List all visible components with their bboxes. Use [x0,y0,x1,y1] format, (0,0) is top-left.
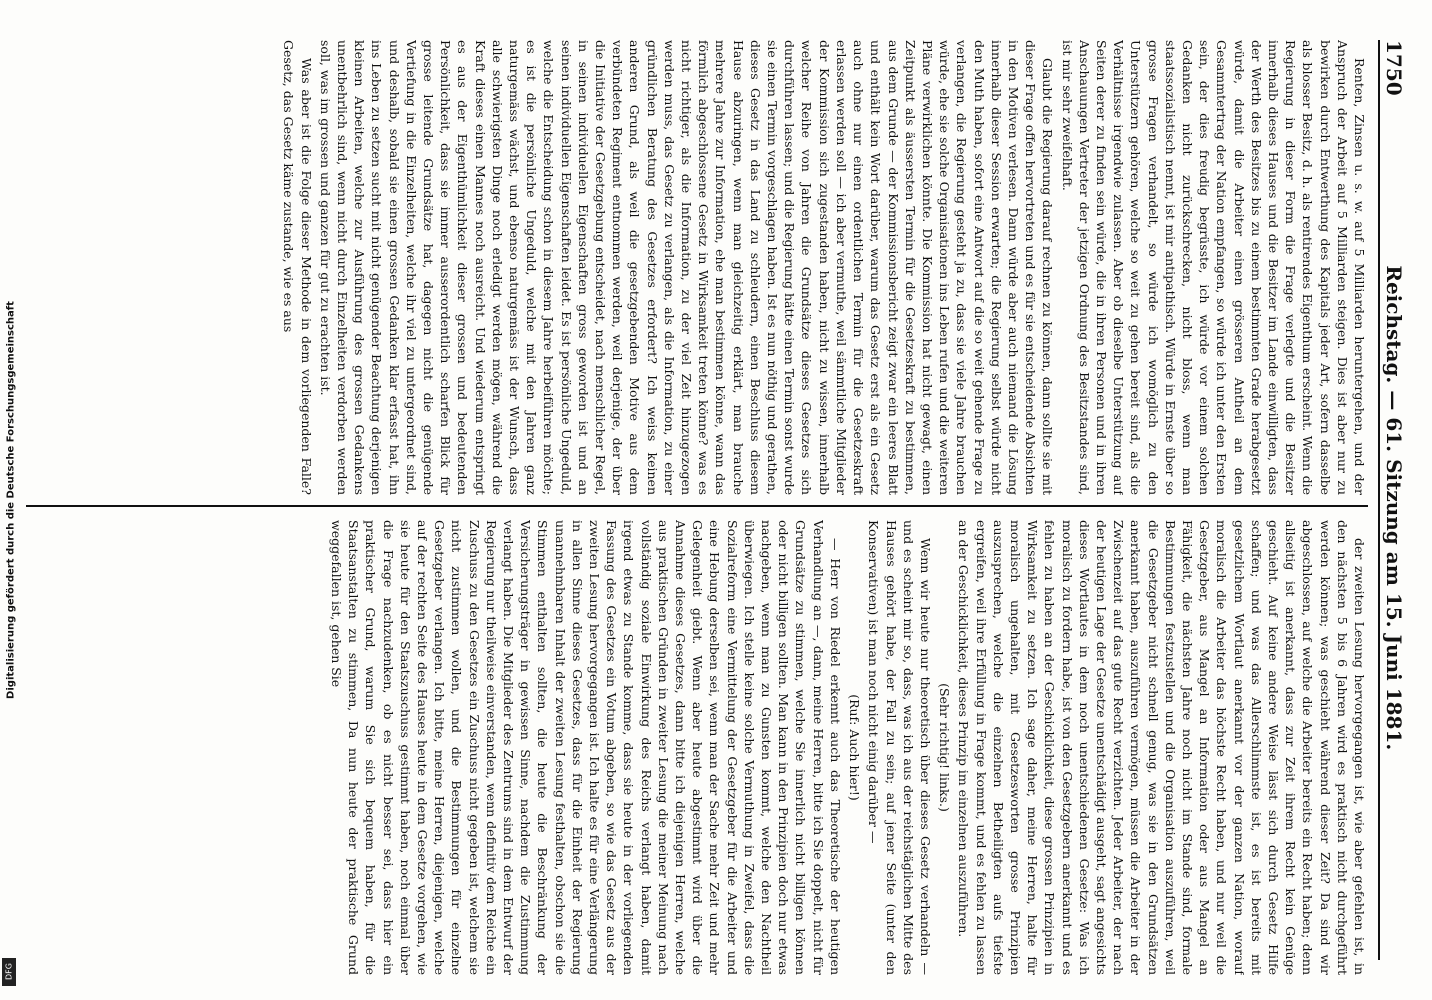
paragraph: Glaubt die Regierung darauf rechnen zu können, dann sollte sie mit dieser Frage offen hervortreten und es für sie entscheidende Absichten in den Motiven verlesen. Dann würde aber auch niemand die Lösung innerhalb dieser Session erwarten; die Regierung selbst würde nicht den Muth haben, sofort eine Antwort auf die so weit gehende Frage zu verlangen, die Regierung gesteht ja zu, dass sie viele Jahre brauchen würde, ehe sie solche Organisationen ins Leben rufen und die weiteren Pläne verwirklichen könnte. Die Kommission hat nicht gewagt, einen Zeitpunkt als äussersten Termin für die Gesetzeskraft zu bestimmen, aus dem Grunde — der Kommissionsbericht zeigt zwar ein leeres Blatt und enthält kein Wort darüber, warum das Gesetz erst als ein Gesetz auch ohne nur einen ordentlichen Termin für die Gesetzeskraft erlassen werden soll — ich aber vermuthe, weil sämmtliche Mitglieder der Kommission sich zugestanden haben, nicht zu wissen, innerhalb welcher Reihe von Jahren die Grundsätze dieses Gesetzes sich durchführen lassen; und die Regierung hätte einen Termin sonst wurde sie einen Termin vorgeschlagen haben. Ist es nun nöthig und gerathen, dieses Gesetz in das Land zu schleudern, einen Beschluss diesem Hause abzuringen, wenn man gleichzeitig erklärt, man brauche mehrere Jahre zur Information, ehe man bestimmen könne, wann das förmlich abgeschlossene Gesetz in Wirksamkeit treten könne? was es nicht richtiger, als die Information, zu der viel Zeit hinzugezogen werden muss, das Gesetz zu verlangen, als die Information, zu einer gründlichen Beratung des Gesetzes erfordert? Ich weiss keinen anderen Grund, als weil die gesetzgebenden Motive aus dem verbündeten Regiment entnommen werden, weil derjenige, der über die Initiative der Gesetzgebung entscheidet, nach menschlicher Regel, in seinen individuellen Eigenschaften gross geworden ist und an seinen individuellen Eigenschaften leidet. Es ist persönliche Ungeduld, welche die Entscheidung schon in diesem Jahre herbeiführen möchte; es ist die persönliche Ungeduld, welche mit den Jahren ganz naturgemäss wächst, und ebenso naturgemäss ist der Wunsch, dass alle schwierigsten Dinge noch erledigt werden mögen, während die Kraft dieses einen Mannes noch ausreicht. Und wiederum entspringt es aus der Eigenthümlichkeit dieser grossen und bedeutenden Persönlichkeit, dass sie immer ausserordentlich scharfen Blick für grosse leitende Grundsätze hat, dagegen nicht die genügende Vertiefung in die Einzelheiten, welche ihr viel zu untergeordnet sind, und deshalb, sobald sie einen grossen Gedanken klar erfasst hat, ihn ins Leben zu setzen sucht mit nicht genügender Beachtung derjenigen kleinen Arbeiten, welche zur Ausführung des grossen Gedankens unentbehrlich sind, wenn nicht durch Einzelheiten verdorben werden soll, was im grossen und ganzen für gut zu erachten ist. [317,40,1056,495]
right-column [26,520,1368,975]
column-divider [26,505,1368,507]
paragraph: — Herr von Riedel erkennt auch das Theoretische der heutigen Verhandlung an —, dann, meine Herren, bitte ich Sie doppelt, nicht für Grundsätze zu stimmen, welche Sie innerlich nicht billigen können oder nicht billigen sollten. Man kann in den Prinzipien doch nur etwas nachgeben, wenn man zu Gunsten kommt, welche den Nachtheil überwiegen. Ich stelle keine solche Vermuthung in Zweifel, dass die Sozialreform eine Vermittelung der Gesetzgeber für die Arbeiter und eine Hebung derselben sei, wenn man der Sache mehr Zeit und mehr Gelegenheit giebt. Wenn aber heute abgestimmt wird über die Annahme dieses Gesetzes, dann bitte ich diejenigen Herren, welche aus praktischen Gründen in zweiter Lesung die meiner Meinung nach vollständig soziale Einwirkung des Reichs verlangt haben, damit irgend etwas zu Stande komme, dass sie heute in der vorliegenden Fassung des Gesetzes ein Votum abgeben, so wie das Gesetz aus der zweiten Lesung hervorgegangen ist. Ich halte es für eine Verlängerung in allen Sinne dieses Gesetzes, dass für die Einheit der Regierung unannehmbaren Inhalt der zweiten Lesung festhalten, obschon sie die Stimmen enthalten sollten, die heute die Beschränkung der Versicherungsträger in gewissen Sinne, nachdem die Zustimmung verlangt haben. Die Mitglieder des Zentrums sind in dem Entwurf der Regierung nur theilweise einverstanden, wenn definitiv dem Reiche ein Zuschuss zu den Gesetzes ein Zuschuss nicht gegeben ist, welchem sie nicht zustimmen wollen, und die Bestimmungen für einzelne Gesetzgeber verlangen. Ich bitte, meine Herren, diejenigen, welche auf der rechten Seite des Hauses heute in dem Gesetze vorgehen, wie sie heute für den Staatszuschuss gestimmt haben, noch einmal über die Frage nachzudenken, ob es nicht besser sei, dass hier ein praktischer Grund, warum Sie sich bequem haben, für die Staatsanstalten zu stimmen, Da nun heute der praktische Grund weggefallen ist, gehen Sie [329,520,843,975]
interjection: (Ruf: Auch hier!) [847,694,863,801]
interjection: (Sehr richtig! links.) [937,683,953,812]
left-column [26,40,1368,495]
dfg-logo: DFG [2,958,16,986]
paragraph: Wenn wir heute nur theoretisch über dieses Gesetz verhandeln — und es scheint mir so, dass, was ich aus der reichstäglichen Mitte des Hauses gehört habe, der Fall zu sein; auf jener Seite (unter den Konservativen) ist man noch nicht einig darüber — [866,520,933,975]
page-header [1378,40,1408,960]
rotated-page-content [6,0,1426,1000]
paragraph: der zweiten Lesung hervorgegangen ist, wie aber gefehlen ist, in den nächsten 5 bis 6 Jahren wird es praktisch nicht durchgeführt werden können; was geschieht während dieser Zeit? Da sind wir abgeschlossen, auf welche die Arbeiter bereits ein Recht haben; denn allseitig ist anerkannt, dass zur Zeit ihrem Recht kein Genüge geschieht. Auf keine andere Weise lässt sich durch Gesetz Hilfe schaffen; und was das Allerschlimmste ist, es ist bereits mit gesetzlichem Wortlaut anerkannt vor der ganzen Nation, worauf moralisch die Arbeiter das höchste Recht haben, und nur weil die Gesetzgeber, aus Mangel an Information oder aus Mangel an Fähigkeit, die nächsten Jahre noch nicht im Stande sind, formale Bestimmungen festzustellen und die Organisation auszuführen, weil die Gesetzgeber nicht schnell genug, was sie in den Grundsätzen anerkannt haben, auszuführen vermögen, müssen die Arbeiter in der Zwischenzeit auf das gute Recht verzichten. Jeder Arbeiter, der nach der heutigen Lage der Gesetze unentschädigt ausgeht, sagt angesichts dieses Wortlautes in dem noch unentschiedenen Gesetze: Was ich moralisch zu fordern habe, ist von den Gesetzgebern anerkannt und es fehlen zu haben an der Geschicklichkeit, diese grossen Prinzipien in Wirksamkeit zu setzen. Ich sage daher, meine Herren, halte für moralisch ungehalten, mit Gesetzesworten grosse Prinzipien auszusprechen, welche die einzelnen Betheiligten aufs tiefste ergreifen, weil ihre Erfüllung in Frage kommt, und es fehlen zu lassen an der Geschicklichkeit, dieses Prinzip im einzelnen auszuführen. [956,520,1367,975]
page-number: 1750 [1382,40,1406,96]
paragraph: Renten, Zinsen u. s. w. auf 5 Milliarden heruntergehen, und der Anspruch der Arbeit auf 5 Milliarden steigen. Dies ist aber nur zu bewirken durch Entwerthung des Kapitals jeder Art, sofern dasselbe als blosser Besitz, d. h. als rentirendes Eigenthum erscheint. Wenn die Regierung in dieser Form die Frage verlegte und die Besitzer innerhalb dieses Hauses und die Besitzer im Lande einwilligten, dass der Werth des Besitzes bis zu einem bestimmten Grade herabgesetzt würde, damit die Arbeiter einen grösseren Antheil an dem Gesammtertrag der Nation empfangen, so würde ich unter den Ersten sein, der dies freudig begrüsste, ich würde vor einem solchen Gedanken nicht zurückschrecken, nicht bloss, wenn man staatssozialistisch nennt, ist mir antipathisch. Würde in Ernste über so grosse Fragen verhandelt, so würde ich womöglich zu den Unterstützern gehören, welche so weit zu gehen bereit sind, als die Verhältnisse irgendwie zulassen. Aber ob dieselbe Unterstützung auf Seiten derer zu finden sein würde, die in ihren Personen und in ihren Anschauungen Vertreter der jetzigen Ordnung des Besitzstandes sind, ist mir sehr zweifelhaft. [1059,40,1367,495]
paragraph: Was aber ist die Folge dieser Methode in dem vorliegenden Falle? Gesetz, das Gesetz käme zustande, wie es aus [281,40,314,495]
page-title: Reichstag. — 61. Sitzung am 15. Juni 1881. [1382,265,1406,751]
digitization-note [4,0,18,1000]
digitization-text: Digitalisierung gefördert durch die Deutsche Forschungsgemeinschaft [5,301,17,699]
